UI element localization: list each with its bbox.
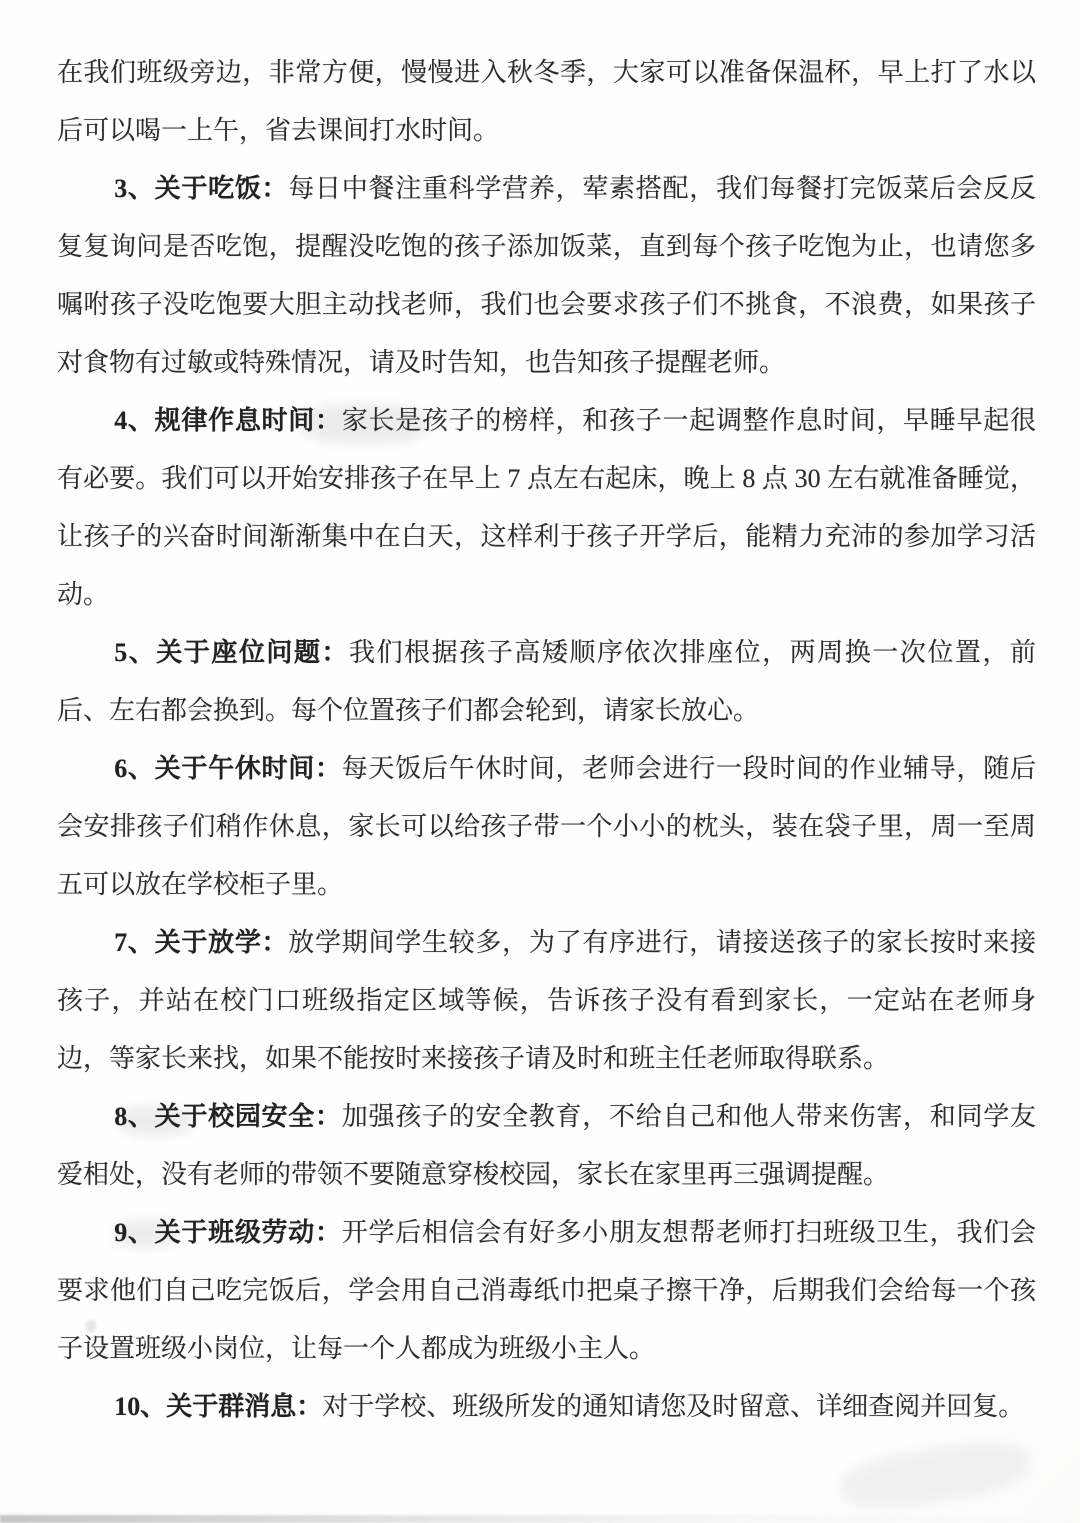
paragraph-heading: 8、关于校园安全：: [114, 1102, 342, 1131]
paragraph-body: 加强孩子的安全教育，不给自己和他人带来伤害，和同学友爱相处，没有老师的带领不要随意穿梭校园，家长在家里再三强调提醒。: [57, 1102, 1036, 1189]
paragraph-body: 放学期间学生较多，为了有序进行，请接送孩子的家长按时来接孩子，并站在校门口班级指定区域等候，告诉孩子没有看到家长，一定站在老师身边，等家长来找，如果不能按时来接孩子请及时和班主任老师取得联系。: [57, 928, 1036, 1073]
paragraph-heading: 10、关于群消息：: [114, 1392, 323, 1421]
paragraph-body: 开学后相信会有好多小朋友想帮老师打扫班级卫生，我们会要求他们自己吃完饭后，学会用自己消毒纸巾把桌子擦干净，后期我们会给每一个孩子设置班级小岗位，让每一个人都成为班级小主人。: [57, 1218, 1036, 1363]
document-paragraph: [57, 1204, 1036, 1378]
document-paragraph: [57, 914, 1036, 1088]
paragraph-body: 家长是孩子的榜样，和孩子一起调整作息时间，早睡早起很有必要。我们可以开始安排孩子在早上 7 点左右起床，晚上 8 点 30 左右就准备睡觉，让孩子的兴奋时间渐渐集中在白天，这样利于孩子开学后，能精力充沛的参加学习活动。: [57, 406, 1036, 609]
paragraph-body: 每天饭后午休时间，老师会进行一段时间的作业辅导，随后会安排孩子们稍作休息，家长可以给孩子带一个小小的枕头，装在袋子里，周一至周五可以放在学校柜子里。: [57, 754, 1036, 899]
paragraph-heading: 6、关于午休时间：: [114, 754, 342, 783]
paragraph-body: 我们根据孩子高矮顺序依次排座位，两周换一次位置，前后、左右都会换到。每个位置孩子们都会轮到，请家长放心。: [57, 638, 1036, 725]
scan-smudge: [837, 1433, 1033, 1516]
paragraph-body: 在我们班级旁边，非常方便，慢慢进入秋冬季，大家可以准备保温杯，早上打了水以后可以喝一上午，省去课间打水时间。: [57, 58, 1036, 145]
document-paragraph: [57, 624, 1036, 740]
document-paragraph: [57, 1088, 1036, 1204]
paragraph-heading: 7、关于放学：: [114, 928, 289, 957]
scan-edge-shadow: [0, 1515, 1080, 1523]
document-paragraph: [57, 1378, 1036, 1436]
document-paragraph: [57, 740, 1036, 914]
paragraph-heading: 5、关于座位问题：: [114, 638, 350, 667]
paragraph-body: 对于学校、班级所发的通知请您及时留意、详细查阅并回复。: [322, 1392, 1025, 1421]
paragraph-body: 每日中餐注重科学营养，荤素搭配，我们每餐打完饭菜后会反反复复询问是否吃饱，提醒没吃饱的孩子添加饭菜，直到每个孩子吃饱为止，也请您多嘱咐孩子没吃饱要大胆主动找老师，我们也会要求孩子们不挑食，不浪费，如果孩子对食物有过敏或特殊情况，请及时告知，也告知孩子提醒老师。: [57, 174, 1036, 377]
document-paragraph: [57, 44, 1036, 160]
document-paragraph: [57, 392, 1036, 624]
document-paragraph: [57, 160, 1036, 392]
paragraph-heading: 9、关于班级劳动：: [114, 1218, 342, 1247]
paragraph-heading: 3、关于吃饭：: [114, 174, 289, 203]
paragraph-heading: 4、规律作息时间：: [114, 406, 342, 435]
